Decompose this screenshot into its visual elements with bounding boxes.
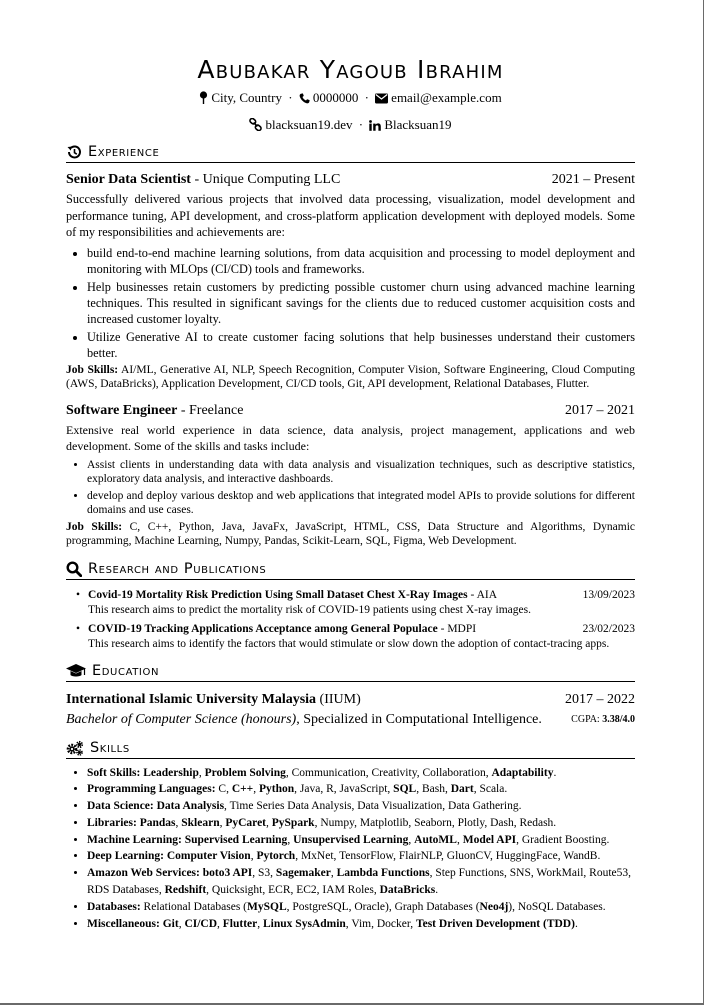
skill-text: , bbox=[253, 783, 259, 796]
skills-heading-text: Skills bbox=[90, 739, 130, 756]
job-bullets bbox=[66, 245, 635, 361]
skill-item bbox=[87, 815, 635, 832]
publication-description: This research aims to predict the mortality risk of COVID-19 patients using chest X-ray images. bbox=[88, 603, 531, 616]
skill-highlight: Test Driven Development (TDD) bbox=[415, 917, 575, 930]
job-bullets bbox=[66, 458, 635, 518]
skill-highlight: Unsupervised Learning bbox=[293, 833, 409, 846]
skill-highlight: Redshift bbox=[164, 884, 207, 897]
skill-category-label: Deep Learning: bbox=[87, 850, 164, 863]
location-pin-icon bbox=[199, 90, 208, 110]
job-bullet: • build end-to-end machine learning solutions, from data acquisition and processing to model deployment and monitoring with MLOps (CI/CD) tools and frameworks. bbox=[87, 245, 635, 277]
skill-category-label: Amazon Web Services: bbox=[87, 867, 200, 880]
graduation-cap-icon bbox=[66, 663, 86, 679]
skill-category-label: Data Science: bbox=[87, 800, 154, 813]
skill-highlight: DataBricks bbox=[379, 884, 436, 897]
skill-text: , bbox=[217, 917, 223, 930]
skill-text: , Quicksight, ECR, EC2, IAM Roles, bbox=[206, 884, 380, 897]
phone-icon bbox=[299, 90, 310, 110]
skill-category-label: Libraries: bbox=[87, 816, 137, 829]
publication-venue: AIA bbox=[476, 588, 498, 601]
skill-text: , Step Functions, SNS, WorkMail, Route53, RDS Databases, bbox=[87, 867, 631, 897]
skill-text: ), NoSQL Databases. bbox=[508, 900, 606, 913]
skill-item bbox=[87, 798, 635, 815]
job-skills-label: Job Skills: bbox=[66, 363, 119, 376]
degree-specialization: , Specialized in Computational Intelligence. bbox=[296, 711, 542, 727]
skill-text: , Communication, Creativity, Collaboration, bbox=[285, 766, 492, 779]
skill-text: , Bash, bbox=[416, 783, 451, 796]
skill-category-label: Soft Skills: bbox=[87, 766, 141, 779]
job-title: Software Engineer bbox=[66, 402, 178, 418]
job-skills-text: AI/ML, Generative AI, NLP, Speech Recognition, Computer Vision, Software Engineering, Cloud Computing (AWS, DataBricks), Application Development, CI/CD tools, Git, API development, Relational Databases, Flutter. bbox=[66, 363, 636, 390]
skill-text: , MxNet, TensorFlow, FlairNLP, GluonCV, HuggingFace, WandB. bbox=[295, 850, 601, 863]
email-link[interactable]: email@example.com bbox=[391, 90, 502, 105]
publication-header: • Covid-19 Mortality Risk Prediction Using Small Dataset Chest X-Ray Images - AIA 13/09/2023 bbox=[76, 588, 635, 601]
skill-highlight: AutoML bbox=[414, 833, 457, 846]
skill-text: , bbox=[250, 850, 257, 863]
skill-text: . bbox=[553, 766, 557, 779]
skill-category-label: Databases: bbox=[87, 900, 141, 913]
job-bullet: • Help businesses retain customers by predicting possible customer churn using advanced machine learning techniques. This resulted in significant savings for the clients due to reduced customer acquisition costs and increased customer loyalty. bbox=[87, 279, 635, 327]
gears-icon bbox=[66, 740, 84, 756]
education-entry bbox=[66, 690, 635, 730]
skill-text: Relational Databases ( bbox=[143, 900, 248, 913]
skill-text: , PostgreSQL, Oracle), Graph Databases ( bbox=[286, 900, 480, 913]
skill-text: , bbox=[408, 833, 415, 846]
skill-text: , Java, R, JavaScript, bbox=[294, 783, 394, 796]
skill-highlight: MySQL bbox=[247, 900, 287, 913]
skill-highlight: Model API bbox=[462, 833, 517, 846]
job-title: Senior Data Scientist bbox=[66, 172, 191, 187]
location-text: City, Country bbox=[211, 90, 282, 105]
publication-header: • COVID-19 Tracking Applications Acceptance among General Populace - MDPI 23/02/2023 bbox=[76, 622, 635, 635]
resume-content bbox=[66, 54, 635, 932]
school-name: International Islamic University Malaysia bbox=[66, 691, 317, 707]
job-bullet: • Utilize Generative AI to create customer facing solutions that help businesses understand their customers better. bbox=[87, 329, 635, 361]
envelope-icon[interactable] bbox=[375, 90, 388, 110]
skill-text: , Time Series Data Analysis, Data Visualization, Data Gathering. bbox=[224, 800, 522, 813]
skill-text: , bbox=[175, 816, 182, 829]
link-icon[interactable] bbox=[249, 117, 262, 137]
skill-text: , S3, bbox=[252, 867, 276, 880]
job-dates: 2017 – 2021 bbox=[565, 402, 635, 418]
skill-text: . bbox=[435, 884, 439, 897]
job-entry-2 bbox=[66, 402, 635, 549]
skill-item bbox=[87, 832, 635, 849]
skill-highlight: Computer Vision bbox=[166, 850, 251, 863]
skill-highlight: Supervised Learning bbox=[184, 833, 288, 846]
cgpa-label: CGPA: bbox=[571, 713, 600, 725]
linkedin-icon[interactable] bbox=[369, 117, 381, 137]
job-skills-label: Job Skills: bbox=[66, 520, 123, 533]
publication-2 bbox=[66, 622, 635, 651]
skill-highlight: Pandas bbox=[139, 816, 176, 829]
skills-list bbox=[66, 765, 635, 933]
job-skills-text: C, C++, Python, Java, JavaFx, JavaScript, HTML, CSS, Data Structure and Algorithms, Dynamic programming, Machine Learning, Numpy, Pandas, Scikit-Learn, SQL, Figma, Web Development. bbox=[66, 520, 636, 547]
skill-highlight: Neo4j bbox=[479, 900, 509, 913]
skill-highlight: Leadership bbox=[143, 766, 199, 779]
website-link[interactable]: blacksuan19.dev bbox=[265, 117, 353, 132]
job-skills bbox=[66, 520, 635, 549]
skill-item bbox=[87, 848, 635, 865]
skill-category-label: Machine Learning: bbox=[87, 833, 182, 846]
skill-item bbox=[87, 781, 635, 798]
skill-highlight: Problem Solving bbox=[204, 766, 286, 779]
research-section-heading bbox=[66, 561, 635, 580]
education-dates: 2017 – 2022 bbox=[565, 691, 635, 707]
education-degree-line bbox=[66, 710, 635, 730]
publication-1 bbox=[66, 588, 635, 617]
publication-date: 13/09/2023 bbox=[582, 588, 635, 601]
linkedin-link[interactable]: Blacksuan19 bbox=[384, 117, 452, 132]
skill-highlight: PySpark bbox=[271, 816, 315, 829]
cgpa-value: 3.38/4.0 bbox=[602, 713, 635, 725]
skill-highlight: Git bbox=[162, 917, 179, 930]
skill-highlight: Linux SysAdmin bbox=[263, 917, 346, 930]
job-dates: 2021 – Present bbox=[551, 172, 635, 187]
skill-item bbox=[87, 899, 635, 916]
skill-text: , bbox=[330, 867, 337, 880]
skill-highlight: Pytorch bbox=[256, 850, 296, 863]
skill-item bbox=[87, 865, 635, 899]
publication-title: COVID-19 Tracking Applications Acceptance among General Populace bbox=[88, 622, 438, 635]
skill-text: , Gradient Boosting. bbox=[516, 833, 610, 846]
skill-text: . bbox=[574, 917, 578, 930]
skill-text: , bbox=[266, 816, 272, 829]
publication-title: Covid-19 Mortality Risk Prediction Using Small Dataset Chest X-Ray Images bbox=[88, 588, 468, 601]
skill-item bbox=[87, 916, 635, 933]
skill-highlight: boto3 API bbox=[202, 867, 253, 880]
skill-highlight: Python bbox=[259, 783, 295, 796]
skill-category-label: Miscellaneous: bbox=[87, 917, 160, 930]
skill-highlight: CI/CD bbox=[184, 917, 218, 930]
history-icon bbox=[66, 144, 82, 160]
job-skills bbox=[66, 363, 635, 392]
skill-text: , bbox=[456, 833, 463, 846]
skill-text: , bbox=[257, 917, 264, 930]
skill-highlight: Data Analysis bbox=[156, 800, 225, 813]
skill-text: , Vim, Docker, bbox=[345, 917, 416, 930]
skill-highlight: Sagemaker bbox=[275, 867, 331, 880]
education-heading-text: Education bbox=[92, 662, 160, 679]
skill-text: C, bbox=[218, 783, 232, 796]
skill-highlight: PyCaret bbox=[225, 816, 267, 829]
skill-highlight: Sklearn bbox=[181, 816, 220, 829]
degree-name: Bachelor of Computer Science (honours) bbox=[66, 711, 297, 727]
job-header: Software Engineer - Freelance 2017 – 2021 bbox=[66, 402, 635, 418]
school-abbr: (IIUM) bbox=[319, 691, 361, 707]
person-name: Abubakar Yagoub Ibrahim bbox=[197, 55, 504, 84]
skill-highlight: C++ bbox=[231, 783, 254, 796]
skill-highlight: Dart bbox=[450, 783, 474, 796]
skills-section-heading bbox=[66, 740, 635, 759]
job-header: Senior Data Scientist - Unique Computing LLC 2021 – Present bbox=[66, 172, 635, 187]
skill-highlight: Lambda Functions bbox=[336, 867, 430, 880]
education-header bbox=[66, 690, 635, 710]
job-org: Freelance bbox=[189, 402, 244, 418]
education-section-heading bbox=[66, 663, 635, 682]
contact-line-1: City, Country · 0000000 · email@example.com bbox=[66, 88, 635, 110]
cgpa bbox=[571, 710, 635, 730]
search-icon bbox=[66, 561, 82, 577]
job-summary: Successfully delivered various projects that involved data processing, visualization, model development and performance tuning, API development, and cross-platform application development with deployed models. Some of my responsibilities and achievements are: bbox=[66, 192, 635, 239]
skill-text: , Numpy, Matplotlib, Seaborn, Plotly, Dash, Redash. bbox=[314, 816, 557, 829]
skill-highlight: Flutter bbox=[222, 917, 258, 930]
job-summary: Extensive real world experience in data science, data analysis, project management, applications and web development. Some of the skills and tasks include: bbox=[66, 422, 635, 453]
job-bullet: • develop and deploy various desktop and web applications that integrated model APIs to provide solutions for different domains and use cases. bbox=[87, 489, 635, 518]
skill-category-label: Programming Languages: bbox=[87, 783, 216, 796]
skill-highlight: Adaptability bbox=[491, 766, 554, 779]
skill-text: , bbox=[198, 766, 205, 779]
publication-description: This research aims to identify the factors that would stimulate or slow down the adoption of contact-tracing apps. bbox=[88, 637, 610, 650]
skill-item bbox=[87, 765, 635, 782]
publication-venue: MDPI bbox=[447, 622, 477, 635]
job-org: Unique Computing LLC bbox=[202, 172, 341, 187]
skill-text: , bbox=[287, 833, 294, 846]
experience-heading-text: Experience bbox=[88, 144, 160, 160]
phone-text: 0000000 bbox=[312, 90, 359, 105]
job-entry-1 bbox=[66, 171, 635, 392]
skill-text: , bbox=[178, 917, 185, 930]
publication-date: 23/02/2023 bbox=[582, 622, 635, 635]
skill-highlight: SQL bbox=[393, 783, 417, 796]
skill-text: , Scala. bbox=[473, 783, 508, 796]
job-bullet: • Assist clients in understanding data with data analysis and visualization techniques, such as descriptive statistics, exploratory data analysis, and interactive dashboards. bbox=[87, 458, 635, 487]
research-heading-text: Research and Publications bbox=[88, 560, 267, 577]
contact-line-2: blacksuan19.dev · Blacksuan19 bbox=[66, 115, 635, 137]
experience-section-heading bbox=[66, 144, 635, 163]
skill-text: , bbox=[219, 816, 226, 829]
